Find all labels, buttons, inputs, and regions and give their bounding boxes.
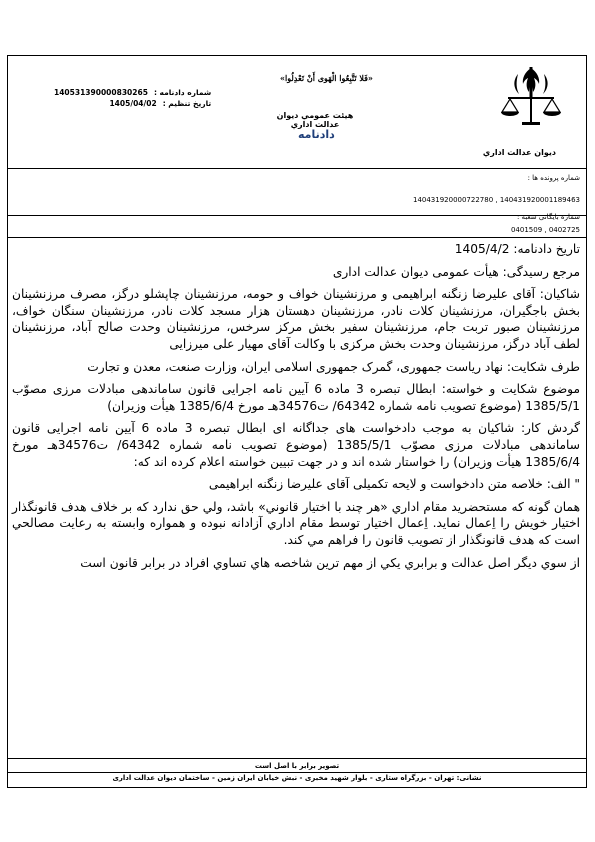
court-address: نشانی: تهران - بزرگراه ستاری - بلوار شهید مخبری - نبش خیابان ایران زمین - ساختمان دیوان عدالت اداری [112, 774, 482, 782]
footer-divider [8, 772, 586, 773]
verdict-body [12, 241, 580, 577]
certified-copy-note: تصویر برابر با اصل است [254, 762, 340, 770]
branch-archive-value: 0401509 , 0402725 [510, 226, 580, 234]
case-numbers-label: شماره پرونده ها : [527, 174, 580, 182]
verdict-date: تاریخ دادنامه: 1405/4/2 [454, 242, 580, 256]
procedure: گردش کار: شاکیان به موجب دادخواست های جداگانه ای ابطال تبصره 3 ماده 6 آیین نامه اجرایی قانون ساماندهی مبادلات مرزی مصوّب 1385/5/1 (موضوع تصویب نامه شماره 64342/ ت34576هـ مورخ 1385/6/4 هیأت وزیران) را خواستار شده اند و در جهت تبیین خواسته اعلام کرده اند که: [12, 421, 580, 469]
judiciary-emblem-icon [496, 64, 566, 130]
paragraph: همان گونه که مستحضريد مقام اداري «هر چند با اختيار قانوني» باشد، ولي حق ندارد که بر خلاف هدف قانونگذار اختيار خويش را اِعمال نمايد. اِعمال اختيار توسط مقام اداري آزادانه نبوده و همواره وابسته به رعايت مصالحي است كه هدف قانونگذار از تصويب قانون را فراهم مي كند. [12, 499, 580, 547]
issue-date-label: تاریخ تنظیم : [162, 99, 212, 108]
issue-date: 1405/04/02 [109, 99, 157, 108]
authority: مرجع رسیدگی: هیأت عمومی دیوان عدالت اداری [332, 264, 580, 279]
verdict-number: 140531390000830265 [54, 88, 148, 97]
quran-verse: «فَلا تَتَّبِعُوا الْهَوى أَنْ تَعْدِلُوا» [280, 73, 373, 83]
verdict-number-label: شماره دادنامه : [153, 88, 212, 97]
branch-archive-section [8, 213, 586, 238]
defendant: طرف شکایت: نهاد ریاست جمهوری، گمرک جمهوری اسلامی ایران، وزارت صنعت، معدن و تجارت [87, 359, 580, 374]
board-name: هيئت عمومي ديوان عدالت اداري [276, 111, 354, 129]
plaintiffs: شاکیان: آقای علیرضا زنگنه ابراهیمی و مرزنشینان خواف و حومه، مرزنشینان چاپشلو درگز، مصرف مرزنشینان بخش باجگیران، مرزنشینان کلات نادر، مرزنشینان دهستان هزار مسجد کلات نادر، مرزنشینان سنگان خواف، مرزنشینان صبور تربت جام، مرزنشینان سفیر بخش مرکز سرخس، مرزنشینان وحدت صالح آباد، مرزنشینان لطف آباد درگز، مرزنشینان وحدت بخش مرکزی با وکالت آقای مهیار علی میرزایی [12, 287, 580, 351]
document-title: دادنامه [298, 128, 335, 141]
branch-archive-label: شماره بایگانی شعبه : [516, 213, 580, 221]
paragraph: از سوي ديگر اصل عدالت و برابري يكي از مهم ترين شاخصه هاي تساوي افراد در برابر قانون است [80, 555, 580, 570]
quote-heading: " الف: خلاصه متن دادخواست و لایحه تکمیلی آقای علیرضا زنگنه ابراهیمی [208, 477, 580, 492]
document-footer [8, 758, 586, 787]
verdict-meta [54, 87, 211, 109]
case-numbers-section [8, 169, 586, 216]
document-header [8, 56, 586, 169]
court-name: ديوان عدالت اداري [482, 148, 556, 157]
document-frame [7, 55, 587, 788]
subject: موضوع شکایت و خواسته: ابطال تبصره 3 ماده 6 آیین نامه اجرایی قانون ساماندهی مبادلات مرزی مصوّب 1385/5/1 (موضوع تصویب نامه شماره 64342/ ت34576هـ مورخ 1385/6/4 هیأت وزیران) [12, 382, 580, 413]
case-numbers-value: 140431920000722780 , 140431920001189463 [412, 196, 580, 204]
